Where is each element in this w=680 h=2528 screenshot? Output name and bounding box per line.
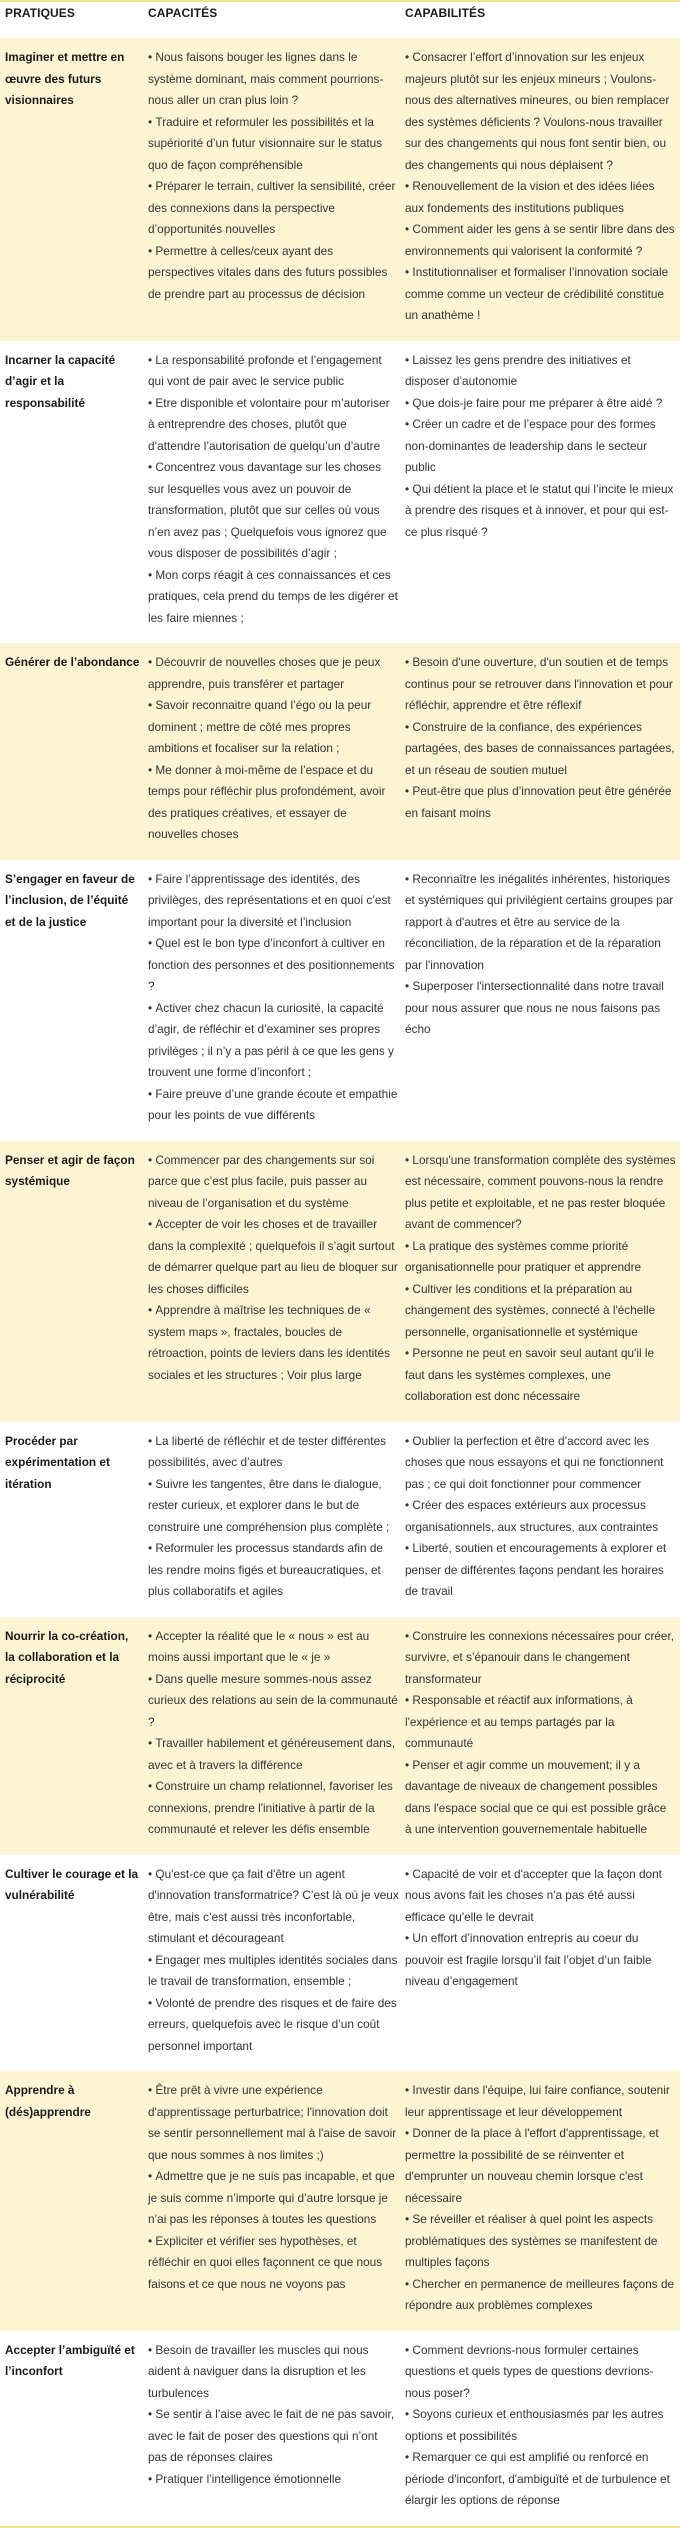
header-pratiques: PRATIQUES — [5, 6, 76, 20]
capacites-item: • Préparer le terrain, cultiver la sensibilité, créer des connexions dans la perspective d’opportunités nouvelles — [148, 176, 399, 241]
capabilites-item: • Laissez les gens prendre des initiatives et disposer d’autonomie — [405, 350, 676, 393]
capacites-item: • Faire preuve d’une grande écoute et empathie pour les points de vue différents — [148, 1084, 399, 1127]
capabilites-item: • Besoin d'une ouverture, d'un soutien et de temps continus pour se retrouver dans l'innovation et pour réfléchir, apprendre et être réflexif — [405, 652, 676, 717]
practice-name: Nourrir la co-création, la collaboration et la réciprocité — [5, 1628, 129, 1686]
capacites-cell — [148, 652, 405, 846]
capacites-item: • Engager mes multiples identités sociales dans le travail de transformation, ensemble ; — [148, 1950, 399, 1993]
capabilites-cell — [405, 1150, 680, 1408]
capabilites-cell — [405, 350, 680, 630]
capacites-item: • Construire un champ relationnel, favoriser les connexions, prendre l'initiative à partir de la communauté et relever les défis ensemble — [148, 1776, 399, 1841]
capacites-item: • Quel est le bon type d’inconfort à cultiver en fonction des personnes et des positionnements ? — [148, 933, 399, 998]
capabilites-item: • Penser et agir comme un mouvement; il y a davantage de niveaux de changement possibles dans l'espace social que ce qui est possible grâce à une intervention gouvernementale habituelle — [405, 1755, 676, 1841]
capabilites-item: • Comment aider les gens à se sentir libre dans des environnements qui valorisent la conformité ? — [405, 219, 676, 262]
capacites-item: • Activer chez chacun la curiosité, la capacité d’agir, de réfléchir et d’examiner ses propres privilèges ; il n’y a pas péril à ce que les gens y trouvent une forme d’inconfort ; — [148, 998, 399, 1084]
capabilites-cell — [405, 1626, 680, 1841]
table-header — [0, 2, 680, 38]
practice-name: Incarner la capacité d’agir et la responsabilité — [5, 352, 116, 410]
capacites-cell — [148, 1626, 405, 1841]
capabilites-item: • Donner de la place à l'effort d'apprentissage, et permettre la possibilité de se réinventer et d'emprunter un nouveau chemin lorsque c'est nécessaire — [405, 2123, 676, 2209]
practice-name: Apprendre à (dés)apprendre — [5, 2083, 91, 2119]
capacites-item: • Besoin de travailler les muscles qui nous aident à naviguer dans la disruption et les turbulences — [148, 2340, 399, 2405]
capacites-item: • Commencer par des changements sur soi parce que c’est plus facile, puis passer au niveau de l’organisation et du système — [148, 1150, 399, 1215]
capacites-item: • Traduire et reformuler les possibilités et la supériorité d’un futur visionnaire sur le status quo de façon compréhensible — [148, 112, 399, 177]
capacites-item: • Savoir reconnaitre quand l’égo ou la peur dominent ; mettre de côté mes propres ambitions et focaliser sur la relation ; — [148, 695, 399, 760]
capabilites-item: • Oublier la perfection et être d’accord avec les choses que nous essayons et qui ne fonctionnent pas ; ce qui doit fonctionner pour commencer — [405, 1431, 676, 1496]
capabilites-item: • Se réveiller et réaliser à quel point les aspects problématiques des systèmes se manifestent de multiples façons — [405, 2209, 676, 2274]
capabilites-item: • Reconnaître les inégalités inhérentes, historiques et systémiques qui privilégient certains groupes par rapport à d'autres et être au service de la réconciliation, de la réparation et de la réparation par l'innovation — [405, 869, 676, 977]
capacites-item: • Dans quelle mesure sommes-nous assez curieux des relations au sein de la communauté ? — [148, 1669, 399, 1734]
table-row — [0, 1422, 680, 1617]
capabilites-item: • Soyons curieux et enthousiasmés par les autres options et possibilités — [405, 2404, 676, 2447]
table-body — [0, 38, 680, 2526]
capabilites-item: • Liberté, soutien et encouragements à explorer et penser de différentes façons pendant les horaires de travail — [405, 1538, 676, 1603]
table-row — [0, 1141, 680, 1422]
capacites-cell — [148, 350, 405, 630]
table-row — [0, 860, 680, 1141]
capabilites-item: • Chercher en permanence de meilleures façons de répondre aux problèmes complexes — [405, 2274, 676, 2317]
capacites-cell — [148, 1150, 405, 1408]
capacites-item: • Travailler habilement et généreusement dans, avec et à travers la différence — [148, 1733, 399, 1776]
capabilites-item: • La pratique des systèmes comme priorité organisationnelle pour pratiquer et apprendre — [405, 1236, 676, 1279]
capacites-item: • Pratiquer l’intelligence émotionnelle — [148, 2469, 399, 2491]
capabilites-item: • Qui détient la place et le statut qui l’incite le mieux à prendre des risques et à innover, et pour qui est-ce plus risqué ? — [405, 479, 676, 544]
capacites-item: • Admettre que je ne suis pas incapable, et que je suis comme n’importe qui d’autre lorsque je n’ai pas les réponses à toutes les questions — [148, 2166, 399, 2231]
capabilites-item: • Construire les connexions nécessaires pour créer, survivre, et s’épanouir dans le changement transformateur — [405, 1626, 676, 1691]
capacites-cell — [148, 1864, 405, 2058]
capabilites-cell — [405, 2340, 680, 2512]
capabilites-item: • Comment devrions-nous formuler certaines questions et quels types de questions devrions-nous poser? — [405, 2340, 676, 2405]
practice-name: Cultiver le courage et la vulnérabilité — [5, 1866, 139, 1902]
capabilites-cell — [405, 1864, 680, 2058]
capacites-item: • Volonté de prendre des risques et de faire des erreurs, quelquefois avec le risque d’un coût personnel important — [148, 1993, 399, 2058]
capacites-item: • Qu'est-ce que ça fait d'être un agent d'innovation transformatrice? C’est là où je veux être, mais c’est aussi très inconfortable, stimulant et décourageant — [148, 1864, 399, 1950]
table-row — [0, 341, 680, 644]
practice-name: Imaginer et mettre en œuvre des futurs visionnaires — [5, 50, 125, 107]
capabilites-item: • Que dois-je faire pour me préparer à être aidé ? — [405, 393, 676, 415]
capacites-item: • Apprendre à maîtrise les techniques de « system maps », fractales, boucles de rétroaction, points de leviers dans les identités sociales et les structures ; Voir plus large — [148, 1300, 399, 1386]
capabilites-cell — [405, 2080, 680, 2317]
capabilites-cell — [405, 652, 680, 846]
capacites-item: • La responsabilité profonde et l’engagement qui vont de pair avec le service public — [148, 350, 399, 393]
capabilites-item: • Investir dans l'équipe, lui faire confiance, soutenir leur apprentissage et leur développement — [405, 2080, 676, 2123]
practice-name: Accepter l’ambiguïté et l’inconfort — [5, 2342, 135, 2378]
capabilites-item: • Renouvellement de la vision et des idées liées aux fondements des institutions publiques — [405, 176, 676, 219]
practice-name: Procéder par expérimentation et itération — [5, 1433, 110, 1491]
capabilites-item: • Capacité de voir et d'accepter que la façon dont nous avons fait les choses n'a pas été aussi efficace qu'elle le devrait — [405, 1864, 676, 1929]
capacites-item: • Accepter de voir les choses et de travailler dans la complexité ; quelquefois il s’agit surtout de démarrer quelque part au lieu de bloquer sur les choses difficiles — [148, 1214, 399, 1300]
capacites-item: • Faire l’apprentissage des identités, des privilèges, des représentations et en quoi c’est important pour la diversité et l’inclusion — [148, 869, 399, 934]
capabilites-item: • Superposer l'intersectionnalité dans notre travail pour nous assurer que nous ne nous faisons pas écho — [405, 976, 676, 1041]
capabilites-item: • Peut-être que plus d’innovation peut être générée en faisant moins — [405, 781, 676, 824]
capabilites-item: • Lorsqu'une transformation complète des systèmes est nécessaire, comment pouvons-nous la rendre plus petite et exploitable, et ne pas rester bloquée avant de commencer? — [405, 1150, 676, 1236]
capabilites-item: • Consacrer l’effort d’innovation sur les enjeux majeurs plutôt sur les enjeux mineurs ; Voulons-nous des alternatives mineures, ou bien remplacer des systèmes déficients ? Voulons-nous travailler sur des changements qui nous font sentir bien, ou des changements qui nous déplaisent ? — [405, 47, 676, 176]
capacites-item: • Me donner à moi-même de l’espace et du temps pour réfléchir plus profondément, avoir des pratiques créatives, et essayer de nouvelles choses — [148, 760, 399, 846]
capacites-cell — [148, 47, 405, 327]
practice-name: Générer de l’abondance — [5, 655, 140, 669]
capabilites-cell — [405, 1431, 680, 1603]
capacites-item: • Expliciter et vérifier ses hypothèses, et réfléchir en quoi elles façonnent ce que nous faisons et ce que nous ne voyons pas — [148, 2231, 399, 2296]
capacites-item: • Permettre à celles/ceux ayant des perspectives vitales dans des futurs possibles de prendre part au processus de décision — [148, 241, 399, 306]
capacites-item: • Se sentir à l’aise avec le fait de ne pas savoir, avec le fait de poser des questions qui n’ont pas de réponses claires — [148, 2404, 399, 2469]
capabilites-item: • Créer un cadre et de l’espace pour des formes non-dominantes de leadership dans le secteur public — [405, 414, 676, 479]
capacites-cell — [148, 2340, 405, 2512]
practice-name: S’engager en faveur de l’inclusion, de l’équité et de la justice — [5, 871, 135, 929]
table-row — [0, 2071, 680, 2331]
capacites-item: • Mon corps réagit à ces connaissances et ces pratiques, cela prend du temps de les digérer et les faire miennes ; — [148, 565, 399, 630]
capacites-item: • Être prêt à vivre une expérience d'apprentissage perturbatrice; l'innovation doit se sentir personnellement mal à l'aise de savoir que nous sommes à nos limites ;) — [148, 2080, 399, 2166]
capacites-item: • Nous faisons bouger les lignes dans le système dominant, mais comment pourrions-nous aller un cran plus loin ? — [148, 47, 399, 112]
capabilites-item: • Remarquer ce qui est amplifié ou renforcé en période d'inconfort, d'ambiguïté et de turbulence et élargir les options de réponse — [405, 2447, 676, 2512]
table-row — [0, 643, 680, 860]
practice-name: Penser et agir de façon systémique — [5, 1152, 135, 1188]
capabilites-item: • Un effort d’innovation entrepris au coeur du pouvoir est fragile lorsqu’il fait l’objet d’un faible niveau d’engagement — [405, 1928, 676, 1993]
capabilites-cell — [405, 869, 680, 1127]
table-row — [0, 2331, 680, 2526]
capabilites-item: • Créer des espaces extérieurs aux processus organisationnels, aux structures, aux contraintes — [405, 1495, 676, 1538]
header-capabilites: CAPABILITÉS — [405, 6, 486, 20]
capacites-item: • Accepter la réalité que le « nous » est au moins aussi important que le « je » — [148, 1626, 399, 1669]
table-row — [0, 38, 680, 341]
capabilites-item: • Personne ne peut en savoir seul autant qu'il le faut dans les systèmes complexes, une collaboration est donc nécessaire — [405, 1343, 676, 1408]
capacites-item: • Reformuler les processus standards afin de les rendre moins figés et bureaucratiques, et plus collaboratifs et agiles — [148, 1538, 399, 1603]
capacites-item: • Découvrir de nouvelles choses que je peux apprendre, puis transférer et partager — [148, 652, 399, 695]
table-row — [0, 1617, 680, 1855]
capacites-cell — [148, 2080, 405, 2317]
capabilites-item: • Institutionnaliser et formaliser l’innovation sociale comme comme un vecteur de crédibilité constitue un anathème ! — [405, 262, 676, 327]
capabilites-item: • Responsable et réactif aux informations, à l'expérience et au temps partagés par la communauté — [405, 1690, 676, 1755]
capacites-cell — [148, 1431, 405, 1603]
capacites-cell — [148, 869, 405, 1127]
capabilites-cell — [405, 47, 680, 327]
header-capacites: CAPACITÉS — [148, 6, 218, 20]
capacites-item: • Etre disponible et volontaire pour m’autoriser à entreprendre des choses, plutôt que d’attendre l’autorisation de quelqu’un d’autre — [148, 393, 399, 458]
table-row — [0, 1855, 680, 2072]
capacites-item: • Concentrez vous davantage sur les choses sur lesquelles vous avez un pouvoir de transformation, plutôt que sur celles où vous n’en avez pas ; Quelquefois vous ignorez que vous disposer de possibilités d’agir ; — [148, 457, 399, 565]
capacites-item: • La liberté de réfléchir et de tester différentes possibilités, avec d’autres — [148, 1431, 399, 1474]
capabilites-item: • Construire de la confiance, des expériences partagées, des bases de connaissances partagées, et un réseau de soutien mutuel — [405, 717, 676, 782]
capabilites-item: • Cultiver les conditions et la préparation au changement des systèmes, connecté à l'échelle personnelle, organisationnelle et systémique — [405, 1279, 676, 1344]
capacites-item: • Suivre les tangentes, être dans le dialogue, rester curieux, et explorer dans le but de construire une compréhension plus complète ; — [148, 1474, 399, 1539]
